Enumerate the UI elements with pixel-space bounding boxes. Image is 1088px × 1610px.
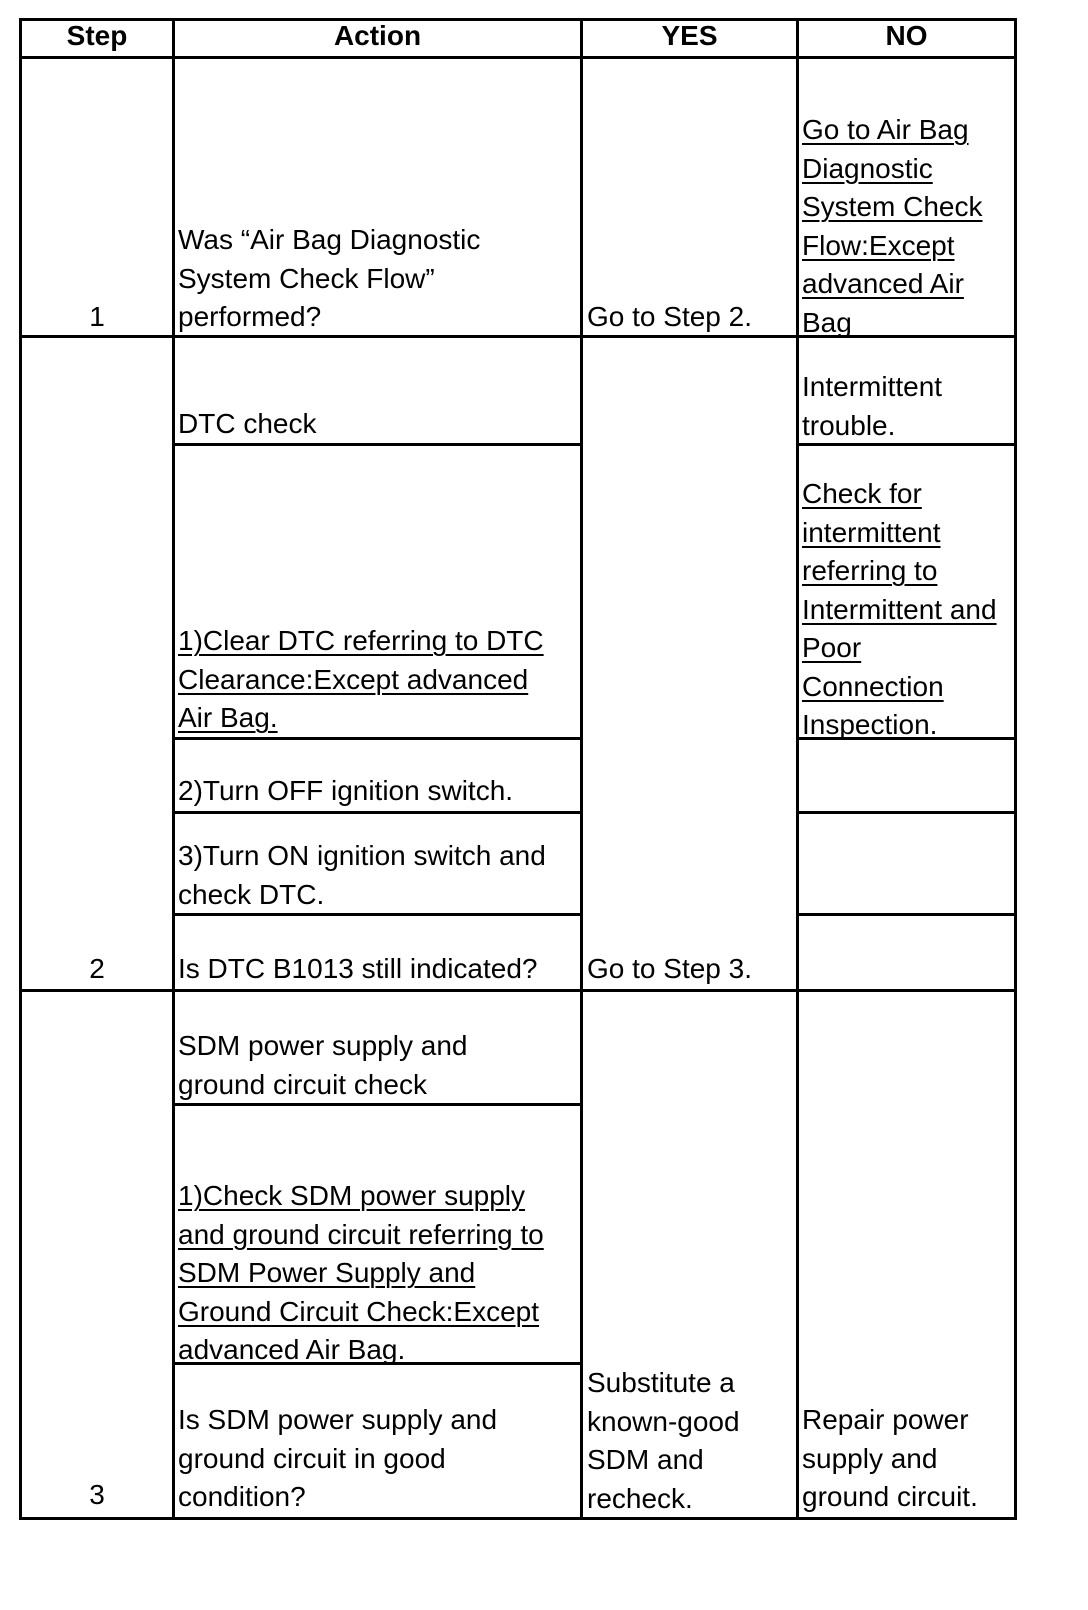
step3-no-text: Repair power supply and ground circuit. bbox=[802, 1404, 978, 1512]
table-border-bottom bbox=[19, 1517, 1017, 1520]
step3-action-question: Is SDM power supply and ground circuit in good condition? bbox=[178, 1404, 498, 1512]
step2-action-turn-on: 3)Turn ON ignition switch and check DTC. bbox=[178, 840, 546, 910]
header-no: NO bbox=[885, 20, 928, 51]
step-number: 2 bbox=[89, 953, 105, 984]
step2-action-question: Is DTC B1013 still indicated? bbox=[178, 953, 538, 984]
column-divider-step bbox=[172, 18, 175, 1520]
step2-row-divider bbox=[19, 989, 1017, 992]
step-number: 3 bbox=[89, 1479, 105, 1510]
step3-yes-text: Substitute a known-good SDM and recheck. bbox=[587, 1367, 740, 1514]
table-border-left bbox=[19, 18, 22, 1520]
step2-action-title: DTC check bbox=[178, 408, 317, 439]
step-number: 1 bbox=[89, 301, 105, 332]
step2-yes-text: Go to Step 3. bbox=[587, 953, 752, 984]
column-divider-yes bbox=[796, 18, 799, 1520]
step2-no-intermittent-link[interactable]: Check for intermittent referring to Intermittent and Poor Connection Inspection. bbox=[802, 478, 997, 740]
step3-action-title: SDM power supply and ground circuit check bbox=[178, 1030, 468, 1100]
step2-no-divider-3 bbox=[796, 811, 1017, 814]
step2-action-clear-dtc-link[interactable]: 1)Clear DTC referring to DTC Clearance:Except advanced Air Bag. bbox=[178, 625, 544, 733]
step1-yes-text: Go to Step 2. bbox=[587, 301, 752, 332]
header-yes: YES bbox=[661, 20, 718, 51]
step1-action-question: Was “Air Bag Diagnostic System Check Flow” performed? bbox=[178, 224, 481, 332]
step3-action-check-link[interactable]: 1)Check SDM power supply and ground circuit referring to SDM Power Supply and Ground Circuit Check:Except advanced Air Bag. bbox=[178, 1180, 544, 1365]
step1-no-link[interactable]: Go to Air Bag Diagnostic System Check Flow:Except advanced Air Bag bbox=[802, 114, 983, 338]
step2-no-divider-4 bbox=[796, 913, 1017, 916]
step2-action-divider-3 bbox=[172, 811, 583, 814]
header-step: Step bbox=[66, 20, 128, 51]
header-action: Action bbox=[333, 20, 422, 51]
step2-no-text: Intermittent trouble. bbox=[802, 371, 943, 441]
step2-action-turn-off: 2)Turn OFF ignition switch. bbox=[178, 775, 514, 806]
column-divider-action bbox=[580, 18, 583, 1520]
header-row-divider bbox=[19, 56, 1017, 59]
table-border-right bbox=[1014, 18, 1017, 1520]
